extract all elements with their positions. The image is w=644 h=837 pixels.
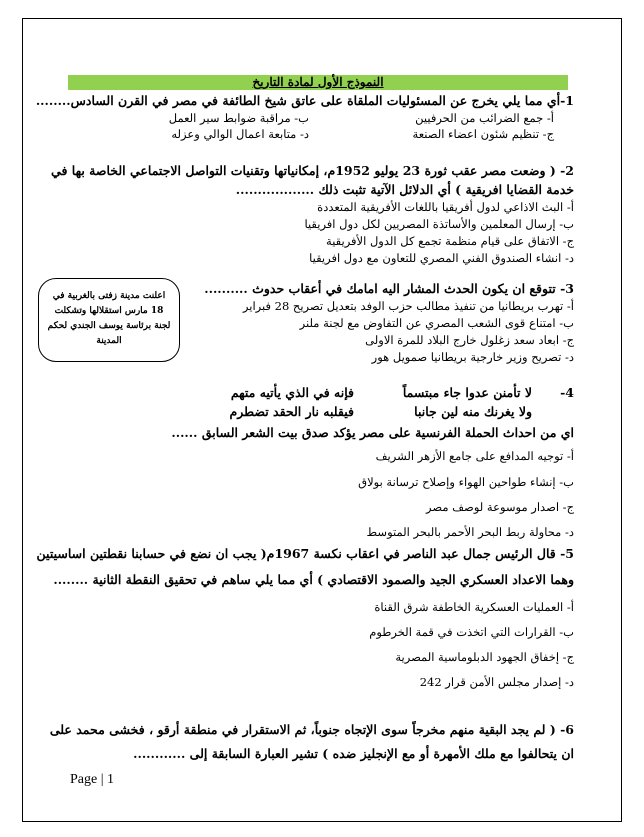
question-1: 1-أي مما يلي يخرج عن المسئوليات الملقاة على عاتق شيخ الطائفة في مصر في القرن السادس........ xyxy=(35,93,574,108)
q3-option-a: أ- تهرب بريطانيا من تنفيذ مطالب حزب الوفد بتعديل تصريح 28 فبراير xyxy=(242,299,574,313)
question-5-line-1: 5- قال الرئيس جمال عبد الناصر في اعقاب نكسة 1967م( يجب ان نضع في حسابنا نقطتين اساسيتين xyxy=(36,546,574,561)
question-3: 3- تتوقع ان يكون الحدث المشار اليه امامك في أعقاب حدوث .......... xyxy=(204,281,574,296)
q5-option-b: ب- القرارات التي اتخذت في قمة الخرطوم xyxy=(369,625,574,639)
note-line-3: لجنة برئاسة يوسف الجندي لحكم xyxy=(47,321,171,331)
q3-option-c: ج- ابعاد سعد زغلول خارج البلاد للمرة الاولى xyxy=(365,333,574,347)
q4-option-d: د- محاولة ربط البحر الأحمر بالبحر المتوسط xyxy=(366,525,574,539)
q1-option-d: د- متابعة اعمال الوالي وعزله xyxy=(171,127,309,141)
question-5-line-2: وهما الاعداد العسكري الجيد والصمود الاقتصادي ) أي مما يلي ساهم في تحقيق النقطة الثانية ........ xyxy=(53,572,574,587)
note-line-1: اعلنت مدينة زفتى بالغربية في xyxy=(52,291,166,301)
q2-option-b: ب- إرسال المعلمين والأساتذة المصريين لكل دول افريقيا xyxy=(304,217,574,231)
q5-option-a: أ- العمليات العسكرية الخاطفة شرق القناة xyxy=(374,600,574,614)
q1-option-b: ب- مراقبة ضوابط سير العمل xyxy=(168,111,309,125)
q1-option-c: ج- تنظيم شئون اعضاء الصنعة xyxy=(412,127,554,141)
note-line-4: المدينة xyxy=(96,336,122,346)
q1-option-a: أ- جمع الضرائب من الحرفيين xyxy=(415,111,554,125)
question-6-line-2: ان يتحالفوا مع ملك الأمهرة أو مع الإنجليز ضده ) تشير العبارة السابقة إلى ............ xyxy=(133,746,574,761)
note-line-2: 18 مارس استقلالها وتشكلت xyxy=(54,306,164,316)
q4-verse-1a: لا تأمنن عدوا جاء مبتسماً xyxy=(402,385,532,400)
exam-title: النموذج الأول لمادة التاريخ xyxy=(68,75,568,90)
question-6-line-1: 6- ( لم يجد البقية منهم مخرجاً سوى الإتجاه جنوباً، ثم الاستقرار في منطقة أرقو ، فخشى محمد على xyxy=(49,722,574,737)
q4-option-b: ب- إنشاء طواحين الهواء وإصلاح ترسانة بولاق xyxy=(358,475,574,489)
q3-option-b: ب- امتناع قوى الشعب المصري عن التفاوض مع لجنة ملنر xyxy=(299,316,574,330)
q2-option-c: ج- الاتفاق على قيام منظمة تجمع كل الدول الأفريقية xyxy=(326,234,574,248)
q4-verse-1b: فإنه في الذي يأتيه متهم xyxy=(230,385,354,400)
question-4: اي من احداث الحملة الفرنسية على مصر يؤكد صدق بيت الشعر السابق ...... xyxy=(171,425,574,440)
q3-option-d: د- تصريح وزير خارجية بريطانيا صمويل هور xyxy=(371,350,574,364)
question-4-number: 4- xyxy=(560,385,574,400)
question-2-line-2: خدمة القضايا افريقية ) أي الدلائل الآتية تثبت ذلك .................. xyxy=(235,182,574,197)
q3-note-box xyxy=(38,278,180,362)
q2-option-d: د- انشاء الصندوق الفني المصري للتعاون مع دول افريقيا xyxy=(309,251,574,265)
q2-option-a: أ- البث الاذاعي لدول أفريقيا باللغات الأفريقية المتعددة xyxy=(317,200,574,214)
question-2-line-1: 2- ( وضعت مصر عقب ثورة 23 يوليو 1952م، إمكانياتها وتقنيات التواصل الاجتماعي الخاصة بها في xyxy=(51,163,574,178)
q4-verse-2b: فيقلبه نار الحقد تضطرم xyxy=(229,404,354,419)
q5-option-d: د- إصدار مجلس الأمن قرار 242 xyxy=(419,675,574,689)
page-number: Page | 1 xyxy=(70,772,115,787)
q5-option-c: ج- إخفاق الجهود الدبلوماسية المصرية xyxy=(395,650,574,664)
q4-verse-2a: ولا يغرنك منه لين جانبا xyxy=(414,404,532,419)
q4-option-c: ج- اصدار موسوعة لوصف مصر xyxy=(426,500,574,514)
q4-option-a: أ- توجيه المدافع على جامع الأزهر الشريف xyxy=(375,449,574,463)
